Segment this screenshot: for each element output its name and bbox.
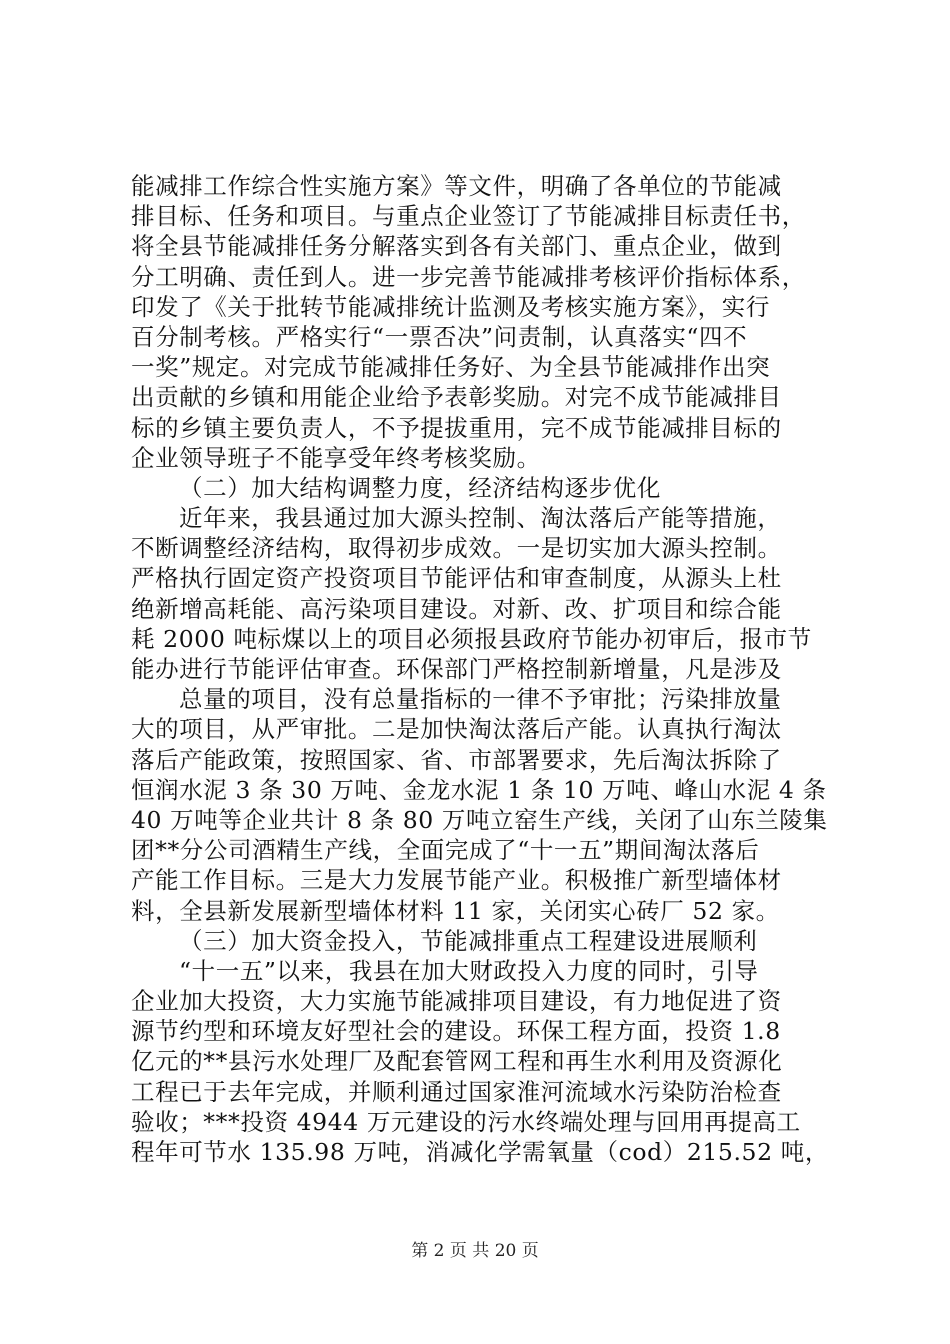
text-line: 印发了《关于批转节能减排统计监测及考核实施方案》，实行 — [131, 292, 770, 321]
text-line: 工程已于去年完成，并顺利通过国家淮河流域水污染防治检查 — [131, 1077, 782, 1106]
text-line: 落后产能政策，按照国家、省、市部署要求，先后淘汰拆除了 — [131, 745, 782, 774]
text-line: 分工明确、责任到人。进一步完善节能减排考核评价指标体系， — [131, 262, 806, 291]
text-line: （二）加大结构调整力度，经济结构逐步优化 — [179, 473, 661, 502]
text-line: （三）加大资金投入，节能减排重点工程建设进展顺利 — [179, 926, 758, 955]
text-line: 百分制考核。严格实行“一票否决”问责制，认真落实“四不 — [131, 322, 748, 351]
text-line: 严格执行固定资产投资项目节能评估和审查制度，从源头上杜 — [131, 564, 782, 593]
text-line: 团**分公司酒精生产线，全面完成了“十一五”期间淘汰落后 — [131, 836, 760, 865]
text-line: 近年来，我县通过加大源头控制、淘汰落后产能等措施， — [179, 504, 782, 533]
text-line: 源节约型和环境友好型社会的建设。环保工程方面，投资 1.8 — [131, 1017, 781, 1046]
text-line: 绝新增高耗能、高污染项目建设。对新、改、扩项目和综合能 — [131, 594, 782, 623]
text-line: 40 万吨等企业共计 8 条 80 万吨立窑生产线，关闭了山东兰陵集 — [131, 805, 828, 834]
text-line: 排目标、任务和项目。与重点企业签订了节能减排目标责任书， — [131, 202, 806, 231]
text-line: 一奖”规定。对完成节能减排任务好、为全县节能减排作出突 — [131, 353, 771, 382]
text-line: 产能工作目标。三是大力发展节能产业。积极推广新型墙体材 — [131, 866, 782, 895]
text-line: 能办进行节能评估审查。环保部门严格控制新增量，凡是涉及 — [131, 655, 782, 683]
text-line: 标的乡镇主要负责人，不予提拔重用，完不成节能减排目标的 — [131, 413, 782, 442]
text-line: 不断调整经济结构，取得初步成效。一是切实加大源头控制。 — [131, 534, 782, 563]
text-line: 耗 2000 吨标煤以上的项目必须报县政府节能办初审后，报市节 — [131, 624, 812, 653]
page-footer: 第 2 页 共 20 页 — [411, 1241, 539, 1261]
text-line: 恒润水泥 3 条 30 万吨、金龙水泥 1 条 10 万吨、峰山水泥 4 条 — [131, 775, 827, 804]
text-line: 总量的项目，没有总量指标的一律不予审批；污染排放量 — [179, 685, 782, 714]
document-body — [131, 171, 831, 1167]
text-line: 将全县节能减排任务分解落实到各有关部门、重点企业，做到 — [131, 232, 782, 261]
text-line: 验收；***投资 4944 万元建设的污水终端处理与回用再提高工 — [131, 1107, 801, 1136]
text-line: 料，全县新发展新型墙体材料 11 家，关闭实心砖厂 52 家。 — [131, 896, 780, 925]
text-line: “十一五”以来，我县在加大财政投入力度的同时，引导 — [179, 956, 759, 985]
text-line: 能减排工作综合性实施方案》等文件，明确了各单位的节能减 — [131, 172, 782, 200]
text-line: 企业领导班子不能享受年终考核奖励。 — [131, 443, 541, 472]
text-line: 亿元的**县污水处理厂及配套管网工程和再生水利用及资源化 — [131, 1047, 783, 1076]
text-line: 出贡献的乡镇和用能企业给予表彰奖励。对完不成节能减排目 — [131, 383, 782, 412]
text-line: 大的项目，从严审批。二是加快淘汰落后产能。认真执行淘汰 — [131, 715, 782, 744]
text-line: 企业加大投资，大力实施节能减排项目建设，有力地促进了资 — [131, 987, 782, 1016]
text-line: 程年可节水 135.98 万吨，消减化学需氧量（cod）215.52 吨， — [131, 1138, 829, 1166]
